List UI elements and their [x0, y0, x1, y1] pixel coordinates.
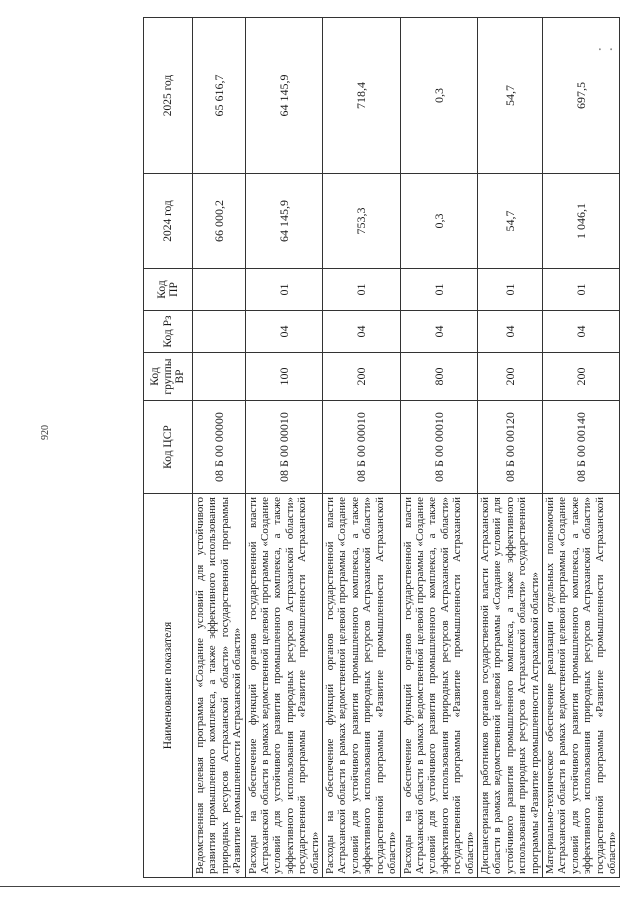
- cell-2025: 718,4: [323, 18, 400, 174]
- cell-rz: 04: [323, 311, 400, 353]
- table-row: [323, 18, 400, 878]
- cell-2025: 65 616,7: [193, 18, 246, 174]
- scan-specks: ⸱ ⸱: [598, 43, 616, 58]
- cell-csr: 08 Б 00 00010: [323, 401, 400, 494]
- cell-2025: 697,5: [542, 18, 619, 174]
- cell-pr: 01: [245, 269, 322, 311]
- cell-name: Расходы на обеспечение функций органов государственной власти Астраханской области в рамках ведомственной целевой программы «Создание условий для устойчивого развития промышленного комплекса, а также эффективного использования природных ресурсов Астраханской области» государственной программы «Развитие промышленности Астраханской области»: [245, 494, 322, 878]
- header-csr: Код ЦСР: [144, 401, 193, 494]
- cell-csr: 08 Б 00 00120: [477, 401, 542, 494]
- cell-pr: 01: [542, 269, 619, 311]
- cell-rz: 04: [400, 311, 477, 353]
- cell-csr: 08 Б 00 00010: [245, 401, 322, 494]
- header-rz: Код Рз: [144, 311, 193, 353]
- cell-csr: 08 Б 00 00010: [400, 401, 477, 494]
- cell-2024: 66 000,2: [193, 174, 246, 269]
- cell-2024: 753,3: [323, 174, 400, 269]
- cell-pr: [193, 269, 246, 311]
- cell-2024: 64 145,9: [245, 174, 322, 269]
- cell-vr: 100: [245, 353, 322, 401]
- table-row: [245, 18, 322, 878]
- table-header-row: [144, 18, 193, 878]
- cell-name: Ведомственная целевая программа «Создание условий для устойчивого развития промышленного комплекса, а также эффективного использования природных ресурсов Астраханской области» государственной программы «Развитие промышленности Астраханской области»: [193, 494, 246, 878]
- header-pr: Код ПР: [144, 269, 193, 311]
- table-row: [400, 18, 477, 878]
- table-row: [542, 18, 619, 878]
- cell-2025: 0,3: [400, 18, 477, 174]
- header-2025: 2025 год: [144, 18, 193, 174]
- cell-pr: 01: [477, 269, 542, 311]
- cell-2024: 1 046,1: [542, 174, 619, 269]
- cell-name: Расходы на обеспечение функций органов государственной власти Астраханской области в рамках ведомственной целевой программы «Создание условий для устойчивого развития промышленного комплекса, а также эффективного использования природных ресурсов Астраханской области» государственной программы «Развитие промышленности Астраханской области»: [323, 494, 400, 878]
- cell-2025: 64 145,9: [245, 18, 322, 174]
- cell-pr: 01: [400, 269, 477, 311]
- cell-2024: 0,3: [400, 174, 477, 269]
- cell-vr: 200: [477, 353, 542, 401]
- header-vr: Код группы ВР: [144, 353, 193, 401]
- table-row: [193, 18, 246, 878]
- cell-vr: [193, 353, 246, 401]
- cell-vr: 200: [542, 353, 619, 401]
- cell-rz: 04: [542, 311, 619, 353]
- cell-name: Диспансеризация работников органов государственной власти Астраханской области в рамках ведомственной целевой программы «Создание условий для устойчивого развития промышленного комплекса, а также эффективного использования природных ресурсов Астраханской области» государственной программы «Развитие промышленности Астраханской области»: [477, 494, 542, 878]
- cell-2025: 54,7: [477, 18, 542, 174]
- rotated-page-content: [143, 18, 620, 878]
- page-number: 920: [40, 425, 51, 440]
- cell-2024: 54,7: [477, 174, 542, 269]
- budget-table: [143, 17, 620, 878]
- cell-rz: 04: [477, 311, 542, 353]
- header-name: Наименование показателя: [144, 494, 193, 878]
- cell-vr: 800: [400, 353, 477, 401]
- table-row: [477, 18, 542, 878]
- header-2024: 2024 год: [144, 174, 193, 269]
- cell-rz: 04: [245, 311, 322, 353]
- cell-pr: 01: [323, 269, 400, 311]
- cell-rz: [193, 311, 246, 353]
- cell-name: Материально-техническое обеспечение реализации отдельных полномочий Астраханской области в рамках ведомственной целевой программы «Создание условий для устойчивого развития промышленного комплекса, а также эффективного использования природных ресурсов Астраханской области» государственной программы «Развитие промышленности Астраханской области»: [542, 494, 619, 878]
- scan-edge-line: [0, 886, 620, 887]
- cell-vr: 200: [323, 353, 400, 401]
- cell-csr: 08 Б 00 00000: [193, 401, 246, 494]
- cell-name: Расходы на обеспечение функций органов государственной власти Астраханской области в рамках ведомственной целевой программы «Создание условий для устойчивого развития промышленного комплекса, а также эффективного использования природных ресурсов Астраханской области» государственной программы «Развитие промышленности Астраханской области»: [400, 494, 477, 878]
- cell-csr: 08 Б 00 00140: [542, 401, 619, 494]
